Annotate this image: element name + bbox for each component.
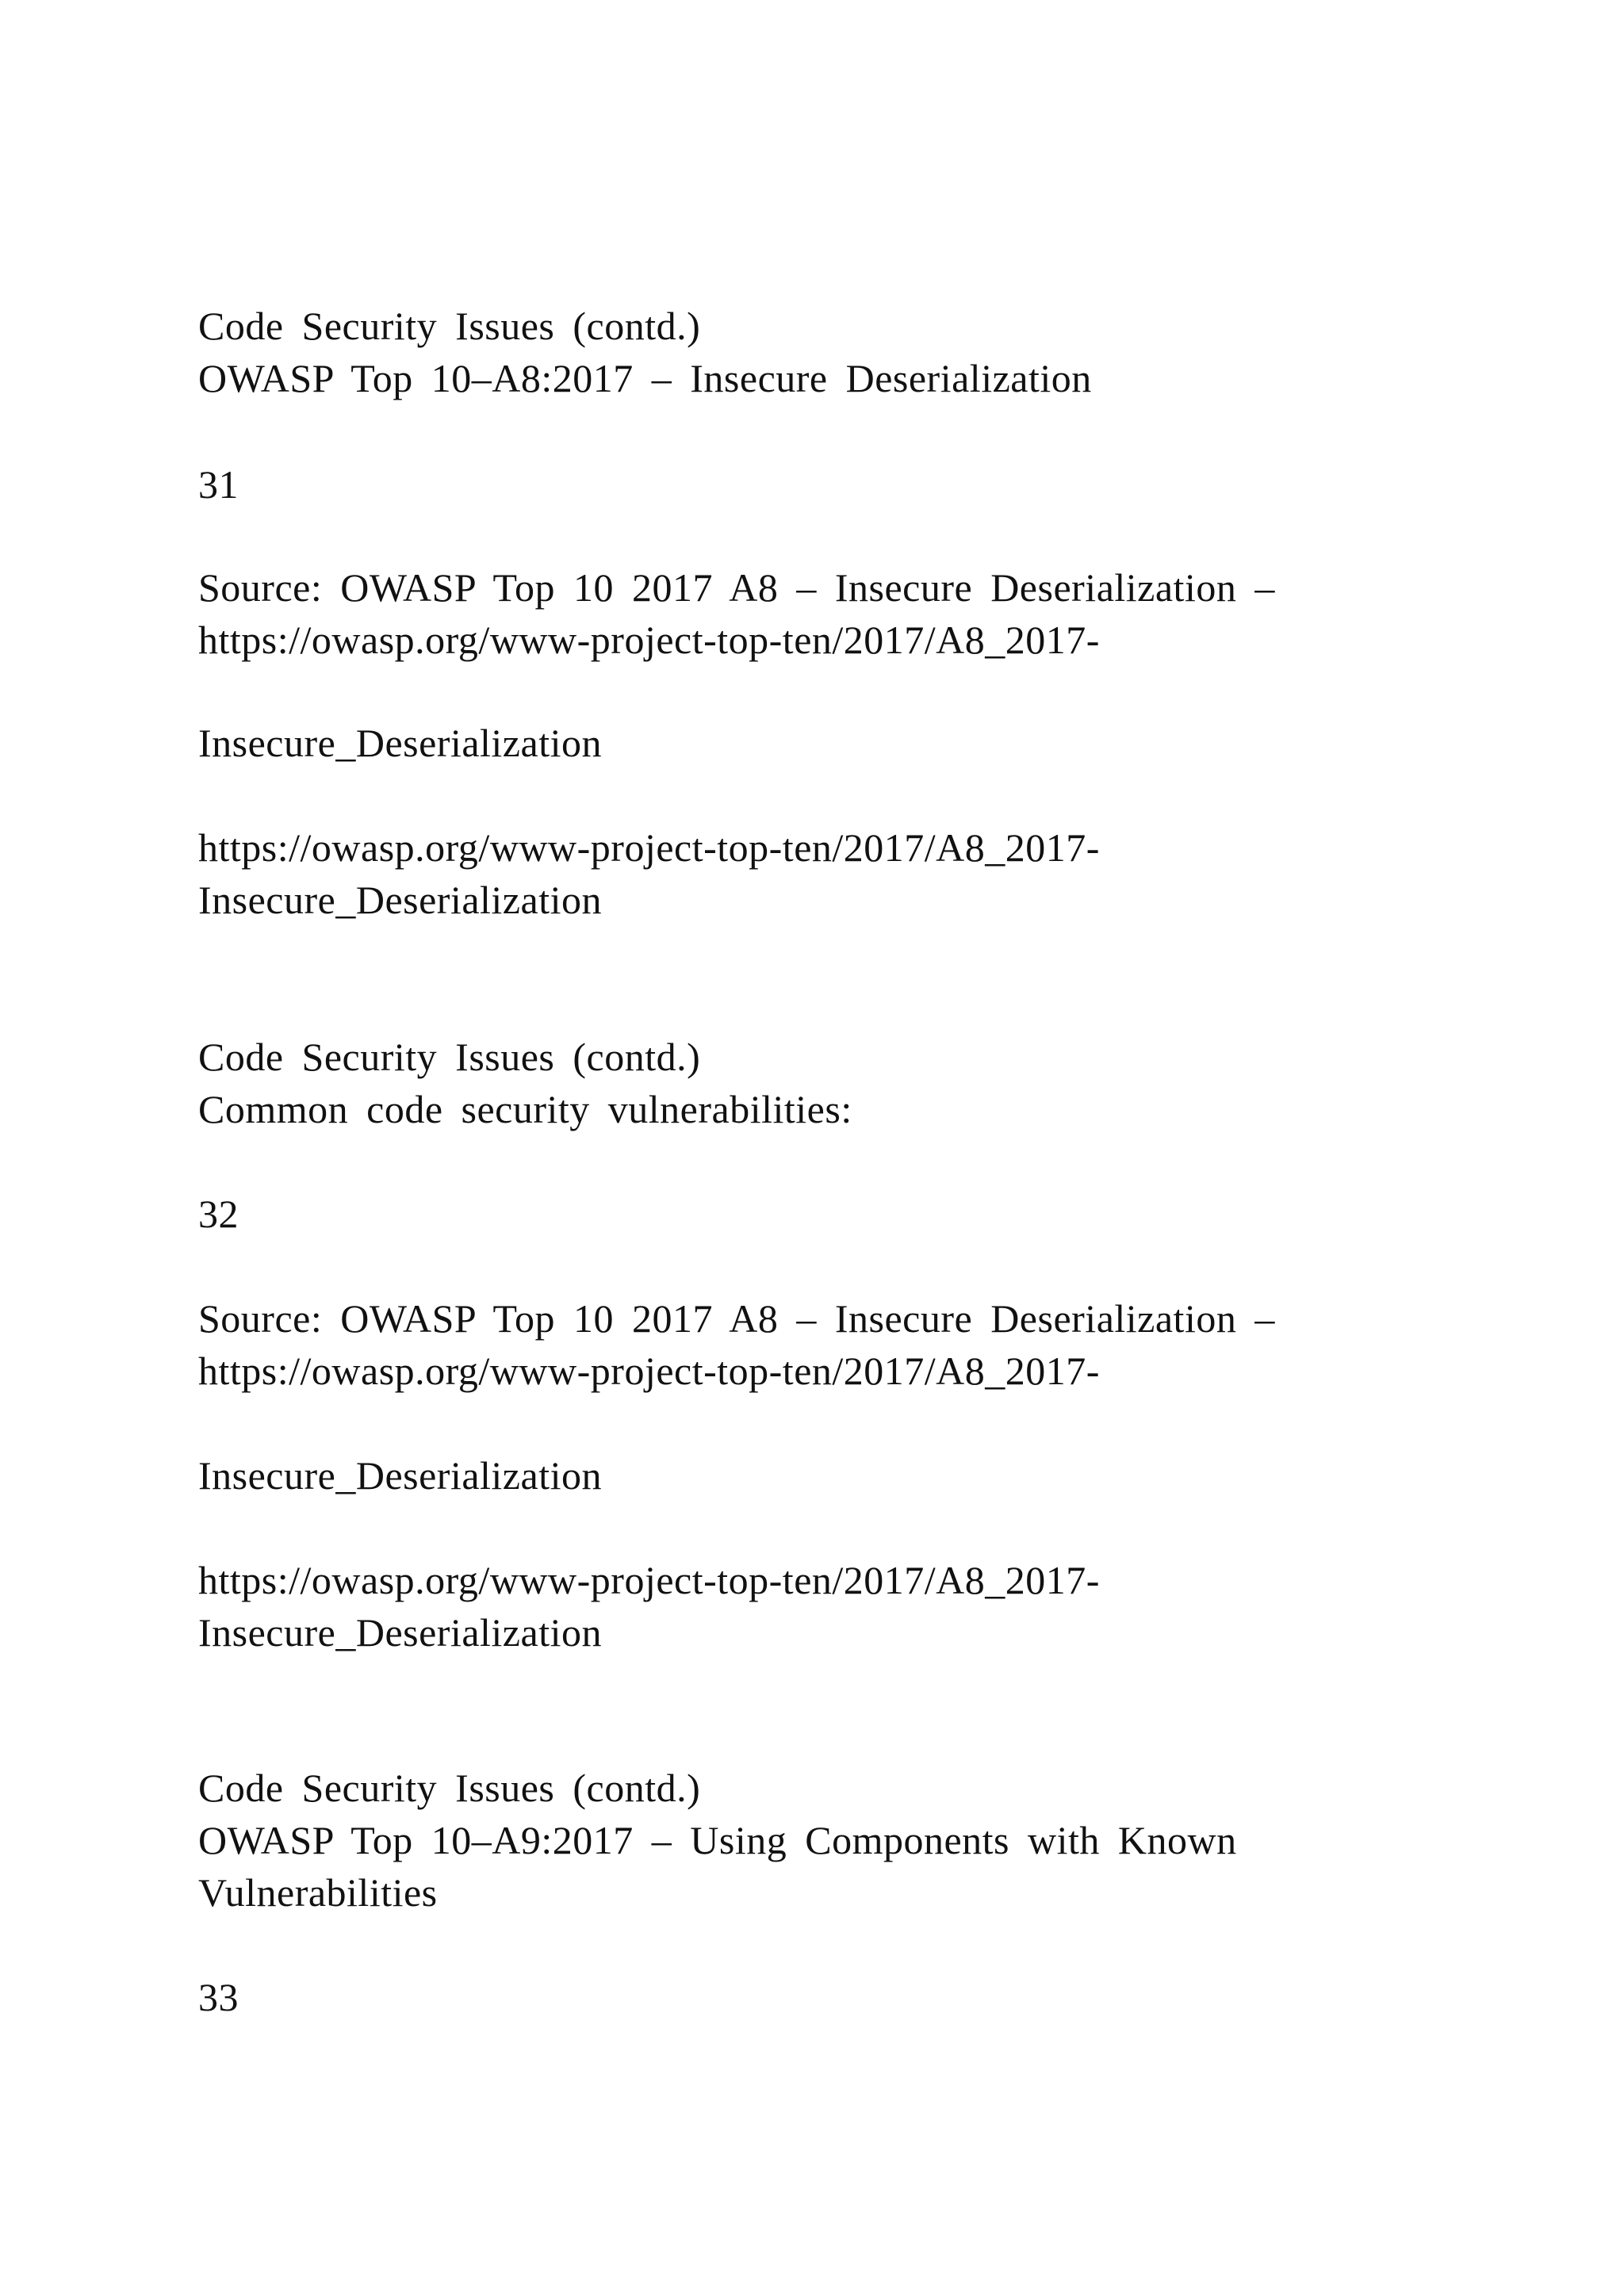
- section-subtitle: OWASP Top 10–A9:2017 – Using Components with Known: [198, 1818, 1237, 1862]
- link-url-continuation[interactable]: Insecure_Deserialization: [198, 1610, 602, 1655]
- section-title: Code Security Issues (contd.): [198, 1766, 701, 1810]
- source-url-continuation[interactable]: Insecure_Deserialization: [198, 1453, 602, 1498]
- section-title: Code Security Issues (contd.): [198, 1035, 701, 1079]
- link-url[interactable]: https://owasp.org/www-project-top-ten/2017/A8_2017-: [198, 1558, 1100, 1602]
- link-url[interactable]: https://owasp.org/www-project-top-ten/2017/A8_2017-: [198, 825, 1100, 870]
- source-url[interactable]: https://owasp.org/www-project-top-ten/2017/A8_2017-: [198, 618, 1100, 662]
- page-number: 33: [198, 1975, 239, 2019]
- source-text: Source: OWASP Top 10 2017 A8 – Insecure Deserialization –: [198, 1296, 1275, 1341]
- source-text: Source: OWASP Top 10 2017 A8 – Insecure Deserialization –: [198, 565, 1275, 610]
- page-number: 32: [198, 1192, 239, 1236]
- source-url[interactable]: https://owasp.org/www-project-top-ten/2017/A8_2017-: [198, 1349, 1100, 1393]
- link-url-continuation[interactable]: Insecure_Deserialization: [198, 878, 602, 922]
- section-subtitle: Common code security vulnerabilities:: [198, 1087, 852, 1131]
- source-url-continuation[interactable]: Insecure_Deserialization: [198, 721, 602, 765]
- section-subtitle: OWASP Top 10–A8:2017 – Insecure Deserialization: [198, 356, 1092, 400]
- page-number: 31: [198, 462, 239, 507]
- section-subtitle-continuation: Vulnerabilities: [198, 1870, 438, 1915]
- section-title: Code Security Issues (contd.): [198, 304, 701, 348]
